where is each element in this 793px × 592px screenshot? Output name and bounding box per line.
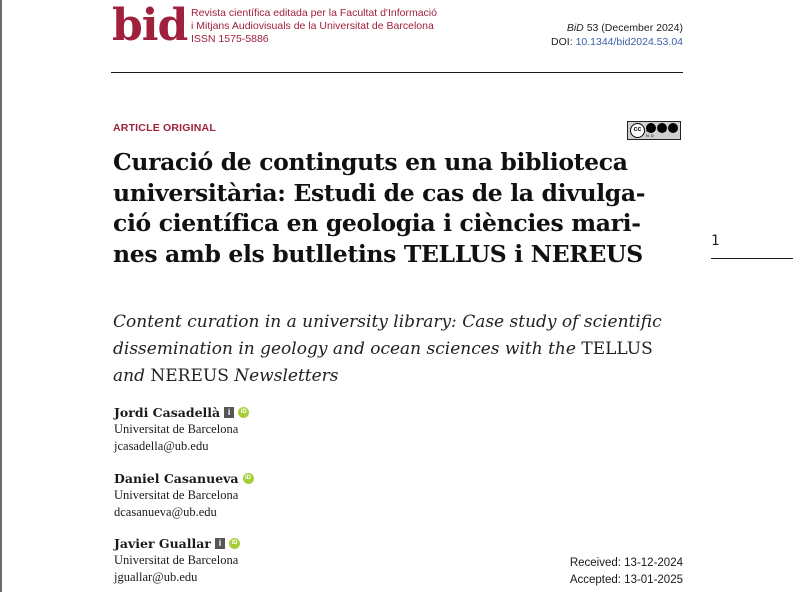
author-email[interactable]: jguallar@ub.edu [114,570,198,584]
subtitle-text: and [113,366,151,386]
author-affiliation: Universitat de Barcelona [114,553,239,567]
author-block [114,535,240,586]
author-email[interactable]: dcasanueva@ub.edu [114,505,217,519]
subtitle-text: Newsletters [228,366,339,386]
journal-info-line: Revista científica editada per la Facultat d'Informació [191,7,437,19]
doi-label: DOI: [551,36,573,48]
issue-number [551,21,683,35]
author-name: Javier Guallar [114,536,211,551]
author-email[interactable]: jcasadella@ub.edu [114,439,209,453]
received-date: Received: 13-12-2024 [569,557,683,569]
issue-journal: BiD [566,22,584,34]
author-name-row [114,535,240,552]
doi-link[interactable]: 10.1344/bid2024.53.04 [575,36,683,48]
issue-info [551,21,683,49]
accepted-date: Accepted: 13-01-2025 [569,573,683,586]
viewer-left-edge [0,0,2,592]
issn: ISSN 1575-5886 [191,33,269,45]
subtitle-text: TELLUS [581,339,653,359]
orcid-icon[interactable]: iD [243,473,254,484]
author-block [114,470,254,521]
author-name-row [114,404,249,421]
info-icon[interactable]: i [224,407,234,418]
author-name: Daniel Casanueva [114,471,239,486]
subtitle-line [113,363,693,390]
article-subtitle [113,309,693,390]
page-number: 1 [711,233,720,249]
orcid-icon[interactable]: iD [229,538,240,549]
title-line: ció científica en geologia i ciències mari- [113,209,641,237]
subtitle-line: Content curation in a university library: Case study of scientific [113,312,662,332]
author-block [114,404,249,455]
doi [551,35,683,49]
title-line: universitària: Estudi de cas de la divulga- [113,178,646,207]
author-affiliation: Universitat de Barcelona [114,488,239,502]
title-line: nes amb els butlletins TELLUS i NEREUS [113,239,643,268]
article-title [113,147,693,269]
article-type: ARTICLE ORIGINAL [113,122,216,134]
cc-by-nc-nd-icon[interactable] [627,121,681,140]
license-labels: BY NC ND [646,128,669,138]
subtitle-line [113,336,693,363]
author-affiliation: Universitat de Barcelona [114,422,239,436]
header-divider [111,72,683,73]
cc-icon: cc [630,123,645,138]
orcid-icon[interactable]: iD [238,407,249,418]
journal-info-line: i Mitjans Audiovisuals de la Universitat de Barcelona [191,20,434,32]
journal-info [191,7,437,46]
issue-label: 53 (December 2024) [586,22,683,34]
author-name-row [114,470,254,487]
journal-logo: bid [112,0,188,51]
article-dates [570,555,683,588]
author-name: Jordi Casadellà [114,405,221,420]
subtitle-text: dissemination in geology and ocean sciences with the [113,339,582,359]
subtitle-text: NEREUS [150,366,229,386]
page-number-rule [711,258,793,259]
info-icon[interactable]: i [215,538,225,549]
title-line: Curació de continguts en una biblioteca [113,148,628,176]
